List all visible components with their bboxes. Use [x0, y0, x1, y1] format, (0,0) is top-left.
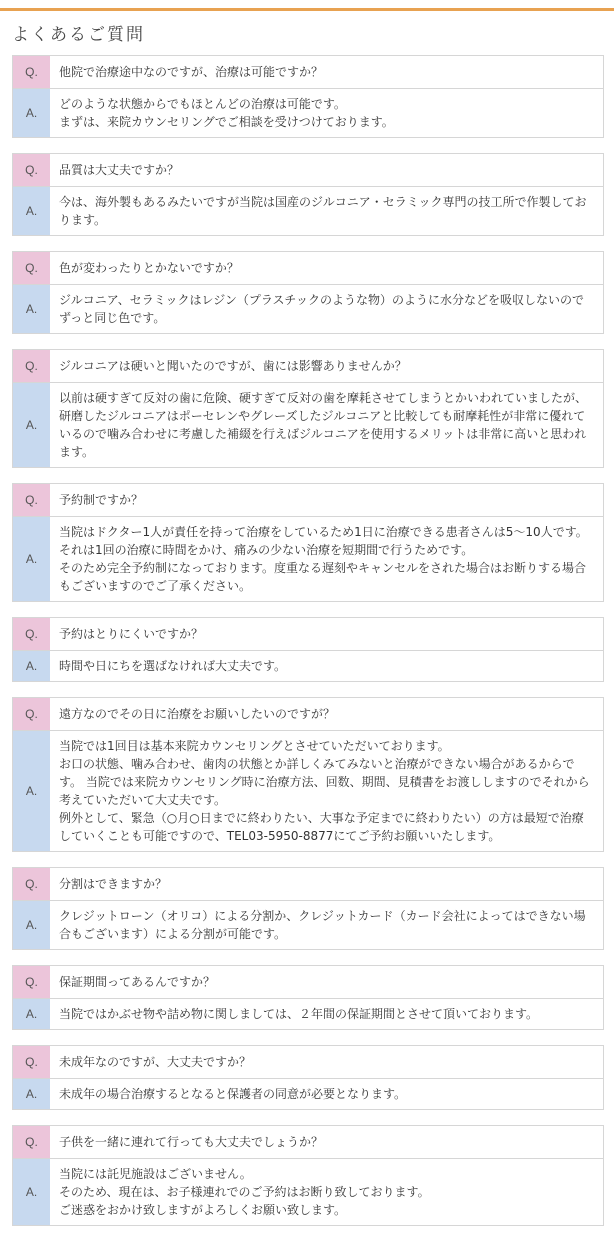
faq-question-row — [13, 1126, 603, 1159]
faq-answer-row — [13, 383, 603, 467]
faq-item — [12, 251, 604, 334]
answer-text: 当院では1回目は基本来院カウンセリングとさせていただいております。 お口の状態、噛み合わせ、歯肉の状態とか詳しくみてみないと治療ができない場合があるからです。 当院では来院カウンセリング時に治療方法、回数、期間、見積書をお渡ししますのでそれから考えていただいて大丈夫です。 例外として、緊急（○月○日までに終わりたい、大事な予定までに終わりたい）の方は最短で治療していくことも可能ですので、TEL03-5950-8877にてご予約お願いいたします。 — [59, 739, 590, 843]
faq-item — [12, 55, 604, 138]
faq-question-row — [13, 56, 603, 89]
answer-text: 今は、海外製もあるみたいですが当院は国産のジルコニア・セラミック専門の技工所で作製しております。 — [59, 195, 587, 227]
question-tag: Q. — [13, 1126, 50, 1158]
answer-text: ジルコニア、セラミックはレジン（プラスチックのような物）のように水分などを吸収しないのでずっと同じ色です。 — [59, 293, 584, 325]
question-tag: Q. — [13, 154, 50, 186]
faq-item — [12, 867, 604, 950]
faq-answer-row — [13, 1159, 603, 1225]
faq-item — [12, 483, 604, 602]
question-text: 予約制ですか？ — [59, 493, 144, 507]
answer-text: 以前は硬すぎて反対の歯に危険、硬すぎて反対の歯を摩耗させてしまうとかいわれていましたが、研磨したジルコニアはポーセレンやグレーズしたジルコニアと比較しても耐摩耗性が非常に優れているので噛み合わせに考慮した補綴を行えばジルコニアを使用するメリットは非常に高いと思われます。 — [59, 391, 588, 459]
answer-tag: A. — [13, 1079, 50, 1109]
answer-text: どのような状態からでもほとんどの治療は可能です。 まずは、来院カウンセリングでご相談を受けつけております。 — [59, 97, 394, 129]
question-tag: Q. — [13, 484, 50, 516]
answer-tag: A. — [13, 999, 50, 1029]
question-tag: Q. — [13, 868, 50, 900]
question-text: 色が変わったりとかないですか？ — [59, 261, 239, 275]
faq-answer-row — [13, 731, 603, 851]
faq-question-row — [13, 618, 603, 651]
answer-text: 当院はドクター1人が責任を持って治療をしているため1日に治療できる患者さんは5〜10人です。それは1回の治療に時間をかけ、痛みの少ない治療を短期間で行うためです。 そのため完全予約制になっております。度重なる遅刻やキャンセルをされた場合はお断りする場合もございますのでご了承ください。 — [59, 525, 588, 593]
question-tag: Q. — [13, 56, 50, 88]
answer-text: 当院ではかぶせ物や詰め物に関しましては、２年間の保証期間とさせて頂いております。 — [59, 1007, 539, 1021]
answer-text: クレジットローン（オリコ）による分割か、クレジットカード（カード会社によってはできない場合もございます）による分割が可能です。 — [59, 909, 586, 941]
faq-question-row — [13, 252, 603, 285]
answer-tag: A. — [13, 517, 50, 601]
page-title: よくあるご質問 — [12, 25, 145, 45]
question-text: 子供を一緒に連れて行っても大丈夫でしょうか？ — [59, 1135, 324, 1149]
faq-item — [12, 1045, 604, 1110]
faq-answer-row — [13, 999, 603, 1029]
faq-answer-row — [13, 285, 603, 333]
answer-tag: A. — [13, 187, 50, 235]
faq-item — [12, 153, 604, 236]
answer-tag: A. — [13, 89, 50, 137]
question-text: 保証期間ってあるんですか？ — [59, 975, 216, 989]
faq-question-row — [13, 484, 603, 517]
faq-item — [12, 697, 604, 852]
question-text: 未成年なのですが、大丈夫ですか？ — [59, 1055, 252, 1069]
faq-item — [12, 1125, 604, 1226]
question-tag: Q. — [13, 618, 50, 650]
answer-text: 未成年の場合治療するとなると保護者の同意が必要となります。 — [59, 1087, 407, 1101]
faq-item — [12, 349, 604, 468]
question-tag: Q. — [13, 698, 50, 730]
question-tag: Q. — [13, 966, 50, 998]
answer-tag: A. — [13, 1159, 50, 1225]
faq-question-row — [13, 154, 603, 187]
question-text: 予約はとりにくいですか？ — [59, 627, 204, 641]
question-tag: Q. — [13, 1046, 50, 1078]
faq-answer-row — [13, 901, 603, 949]
faq-list — [0, 49, 614, 1226]
faq-question-row — [13, 868, 603, 901]
faq-item — [12, 965, 604, 1030]
answer-text: 当院には託児施設はございません。 そのため、現在は、お子様連れでのご予約はお断り致しております。 ご迷惑をおかけ致しますがよろしくお願い致します。 — [59, 1167, 430, 1217]
faq-answer-row — [13, 1079, 603, 1109]
faq-question-row — [13, 350, 603, 383]
faq-answer-row — [13, 187, 603, 235]
question-text: 他院で治療途中なのですが、治療は可能ですか？ — [59, 65, 324, 79]
answer-tag: A. — [13, 383, 50, 467]
question-text: ジルコニアは硬いと聞いたのですが、歯には影響ありませんか？ — [59, 359, 407, 373]
faq-question-row — [13, 966, 603, 999]
question-tag: Q. — [13, 350, 50, 382]
faq-question-row — [13, 1046, 603, 1079]
faq-page — [0, 8, 614, 1248]
question-tag: Q. — [13, 252, 50, 284]
question-text: 遠方なのでその日に治療をお願いしたいのですが？ — [59, 707, 336, 721]
faq-question-row — [13, 698, 603, 731]
answer-text: 時間や日にちを選ばなければ大丈夫です。 — [59, 659, 287, 673]
answer-tag: A. — [13, 285, 50, 333]
faq-item — [12, 617, 604, 682]
answer-tag: A. — [13, 651, 50, 681]
question-text: 品質は大丈夫ですか？ — [59, 163, 180, 177]
faq-answer-row — [13, 89, 603, 137]
answer-tag: A. — [13, 731, 50, 851]
faq-answer-row — [13, 517, 603, 601]
faq-answer-row — [13, 651, 603, 681]
answer-tag: A. — [13, 901, 50, 949]
question-text: 分割はできますか？ — [59, 877, 168, 891]
